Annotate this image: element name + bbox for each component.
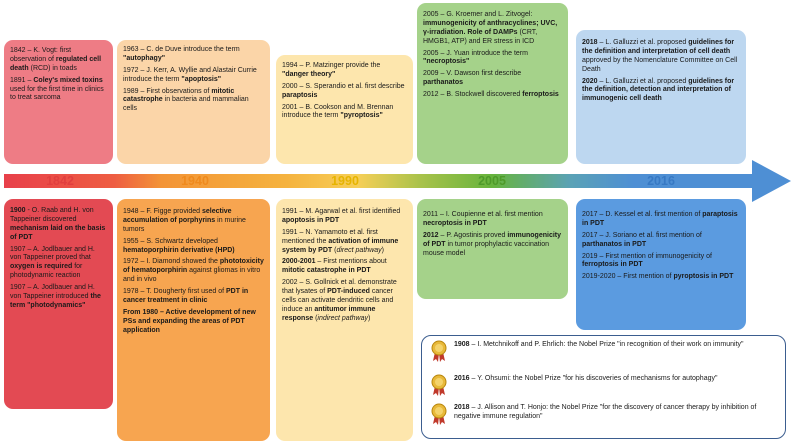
era-label-2016: 2016 (647, 174, 675, 188)
top-box-2005: 2005 – G. Kroemer and L. Zitvogel: immunogenicity of anthracyclines; UVC, γ-irradiation. Role of DAMPs (CRT, HMGB1, ATP) and ER stress in ICD 2005 – J. Yuan introduce the term "necroptosis" 2009 – V. Dawson first describe parthanatos 2012 – B. Stockwell discovered ferroptosis (417, 3, 568, 164)
top-box-1990: 1994 – P. Matzinger provide the "danger theory" 2000 – S. Sperandio et al. first describe paraptosis 2001 – B. Cookson and M. Brennan introduce the term "pyroptosis" (276, 55, 413, 164)
top-box-1940: 1963 – C. de Duve introduce the term "autophagy" 1972 – J. Kerr, A. Wyllie and Alastair Currie introduce the term "apoptosis" 1989 – First observations of mitotic catastrophe in bacteria and mammalian cells (117, 40, 270, 164)
era-label-1842: 1842 (46, 174, 74, 188)
top-box-2016: 2018 – L. Galluzzi et al. proposed guidelines for the definition and interpretation of cell death approved by the Nomenclature Committee on Cell Death 2020 – L. Galluzzi et al. proposed guidelines for the definition, detection and interpretation of immunogenic cell death (576, 30, 746, 164)
bottom-box-2016: 2017 – D. Kessel et al. first mention of paraptosis in PDT 2017 – J. Soriano et al. first mention of parthanatos in PDT 2019 – First mention of immunogenicity of ferroptosis in PDT 2019-2020 – First mention of pyroptosis in PDT (576, 199, 746, 330)
era-label-1940: 1940 (181, 174, 209, 188)
bottom-box-1990: 1991 – M. Agarwal et al. first identified apoptosis in PDT 1991 – N. Yamamoto et al. first mentioned the activation of immune system by PDT (direct pathway) 2000-2001 – First mentions about mitotic catastrophe in PDT 2002 – S. Gollnick et al. demonstrate that lysates of PDT-induced cancer cells can activate dendritic cells and induce an antitumor immune response (indirect pathway) (276, 199, 413, 441)
bottom-box-1940: 1948 – F. Figge provided selective accumulation of porphyrins in murine tumors 1955 – S. Schwartz developed hematoporphirin derivative (HPD) 1972 – I. Diamond showed the phototoxicity of hematoporphirin against gliomas in vitro and in vivo 1978 – T. Dougherty first used of PDT in cancer treatment in clinic From 1980 – Active development of new PSs and expanding the areas of PDT application (117, 199, 270, 441)
top-box-1842: 1842 – K. Vogt: first observation of regulated cell death (RCD) in toads 1891 – Coley's mixed toxins used for the first time in clinics to treat sarcoma (4, 40, 113, 164)
award-medal-icon (430, 403, 448, 425)
award-medal-icon (430, 374, 448, 396)
bottom-box-1842: 1900 - O. Raab and H. von Tappeiner discovered mechanism laid on the basis of PDT 1907 – A. Jodlbauer and H. von Tappeiner proved that oxygen is required for photodynamic reaction 1907 – A. Jodlbauer and H. von Tappeiner introduced the term "photodynamics" (4, 199, 113, 409)
era-label-2005: 2005 (478, 174, 506, 188)
nobel-prize-box: 1908 – I. Metchnikoff and P. Ehrlich: the Nobel Prize "in recognition of their work on immunity" 2016 – Y. Ohsumi: the Nobel Prize "for his discoveries of mechanisms for autophagy" 2018 – J. Allison and T. Honjo: the Nobel Prize "for the discovery of cancer therapy by inhibition of negative immune regulation" (421, 335, 786, 439)
era-label-1990: 1990 (331, 174, 359, 188)
award-medal-icon (430, 340, 448, 362)
bottom-box-2005: 2011 – I. Coupienne et al. first mention necroptosis in PDT 2012 – P. Agostinis proved immunogenicity of PDT in tumor prophylactic vaccination mouse model (417, 199, 568, 299)
